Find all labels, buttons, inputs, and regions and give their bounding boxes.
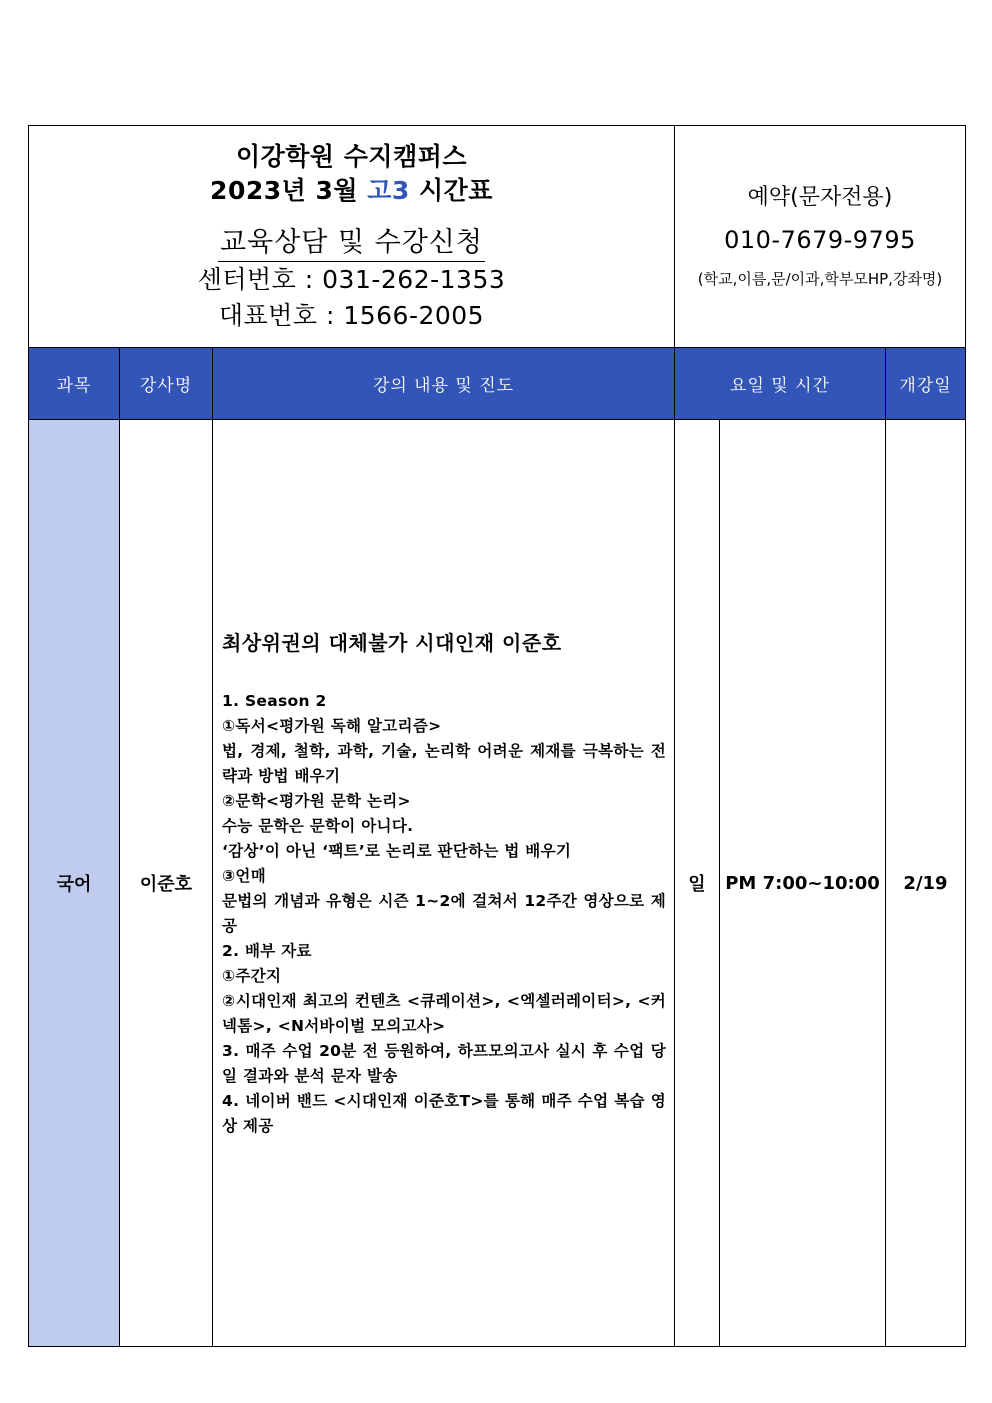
reservation-note: (학교,이름,문/이과,학부모HP,강좌명) (697, 269, 943, 288)
content-line: 1. Season 2 (222, 692, 327, 710)
content-line: ②문학<평가원 문학 논리> (222, 792, 411, 810)
content-line: 법, 경제, 철학, 과학, 기술, 논리학 어려운 제재를 극복하는 전략과 방법 배우기 (222, 742, 666, 785)
content-line: 2. 배부 자료 (222, 942, 312, 960)
day-cell: 일 (675, 420, 720, 1347)
column-header-row (29, 348, 966, 420)
academy-name: 이강학원 수지캠퍼스 (235, 141, 468, 171)
col-content: 강의 내용 및 진도 (213, 348, 675, 420)
subject-cell: 국어 (29, 420, 120, 1347)
content-line: 문법의 개념과 유형은 시즌 1~2에 걸쳐서 12주간 영상으로 제공 (222, 892, 666, 935)
center-phone: 센터번호 : 031-262-1353 (197, 264, 506, 294)
consult-heading: 교육상담 및 수강신청 (218, 226, 485, 262)
col-teacher: 강사명 (120, 348, 213, 420)
content-line: 수능 문학은 문학이 아니다. (222, 817, 414, 835)
content-line: ①독서<평가원 독해 알고리즘> (222, 717, 442, 735)
col-subject: 과목 (29, 348, 120, 420)
timetable (28, 125, 966, 1347)
reservation-block (675, 126, 966, 348)
content-line: 4. 네이버 밴드 <시대인재 이준호T>를 통해 매주 수업 복습 영상 제공 (222, 1092, 666, 1135)
content-line: 3. 매주 수업 20분 전 등원하여, 하프모의고사 실시 후 수업 당일 결과와 분석 문자 발송 (222, 1042, 666, 1085)
content-cell (213, 420, 675, 1347)
col-start-date: 개강일 (886, 348, 966, 420)
reservation-phone: 010-7679-9795 (724, 225, 916, 254)
col-schedule: 요일 및 시간 (675, 348, 886, 420)
time-cell: PM 7:00~10:00 (720, 420, 886, 1347)
content-line: ‘감상’이 아닌 ‘팩트’로 논리로 판단하는 법 배우기 (222, 842, 572, 860)
teacher-cell: 이준호 (120, 420, 213, 1347)
course-title: 최상위권의 대체불가 시대인재 이준호 (222, 631, 562, 655)
content-line: ②시대인재 최고의 컨텐츠 <큐레이션>, <엑셀러레이터>, <커넥톰>, <N서바이벌 모의고사> (222, 992, 666, 1035)
content-line: ①주간지 (222, 967, 282, 985)
grade-label: 고3 (367, 175, 410, 205)
start-date-cell: 2/19 (886, 420, 966, 1347)
main-phone: 대표번호 : 1566-2005 (218, 300, 485, 330)
content-line: ③언매 (222, 867, 266, 885)
course-row (29, 420, 966, 1347)
reservation-label: 예약(문자전용) (747, 184, 893, 210)
page-title: 2023년 3월 고3 시간표 (210, 175, 493, 205)
title-block (29, 126, 675, 348)
